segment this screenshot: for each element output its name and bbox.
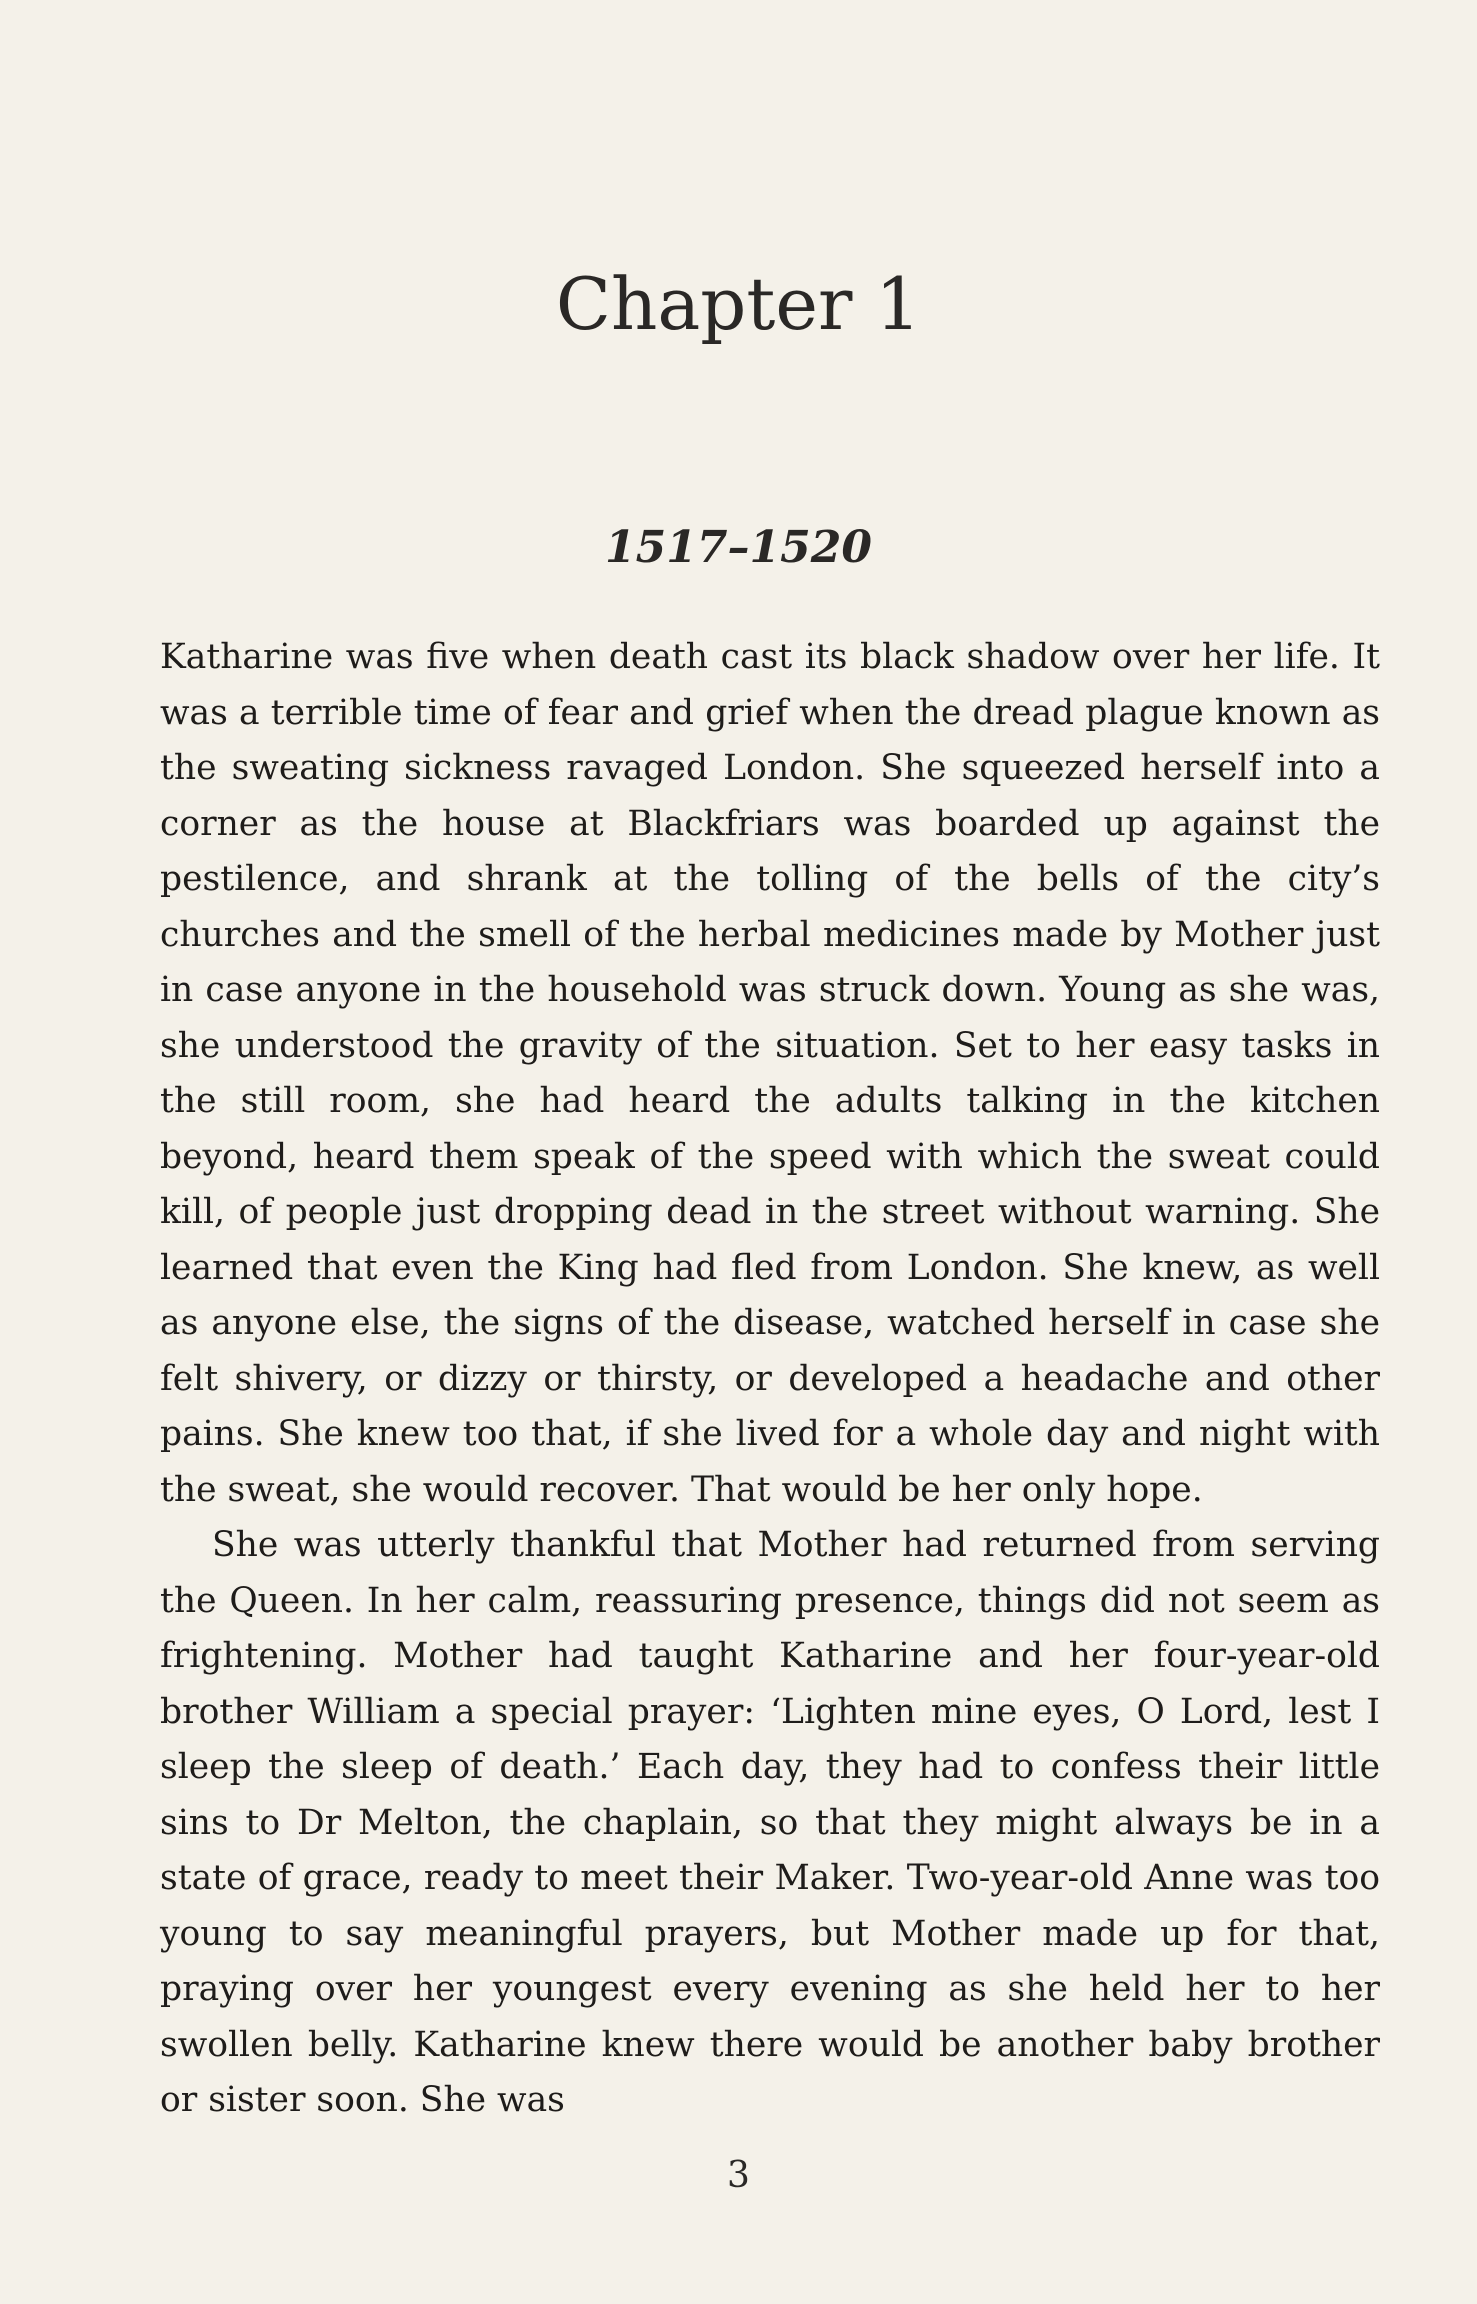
body-text [160, 630, 1380, 2129]
page-number: 3 [727, 2155, 750, 2196]
paragraph-2: She was utterly thankful that Mother had returned from serving the Queen. In her calm, reassuring presence, things did not seem as frightening. Mother had taught Katharine and her four-year-old brother William a special prayer: ‘Lighten mine eyes, O Lord, lest I sleep the sleep of death.’ Each day, they had to confess their little sins to Dr Melton, the chaplain, so that they might always be in a state of grace, ready to meet their Maker. Two-year-old Anne was too young to say meaningful prayers, but Mother made up for that, praying over her youngest every evening as she held her to her swollen belly. Katharine knew there would be another baby brother or sister soon. She was [160, 1525, 1380, 2120]
chapter-date-range: 1517–1520 [605, 522, 872, 573]
chapter-title: Chapter 1 [555, 262, 922, 346]
paragraph-1: Katharine was five when death cast its black shadow over her life. It was a terrible time of fear and grief when the dread plague known as the sweating sickness ravaged London. She squeezed herself into a corner as the house at Blackfriars was boarded up against the pestilence, and shrank at the tolling of the bells of the city’s churches and the smell of the herbal medicines made by Mother just in case anyone in the household was struck down. Young as she was, she understood the gravity of the situation. Set to her easy tasks in the still room, she had heard the adults talking in the kitchen beyond, heard them speak of the speed with which the sweat could kill, of people just dropping dead in the street without warning. She learned that even the King had fled from London. She knew, as well as anyone else, the signs of the disease, watched herself in case she felt shivery, or dizzy or thirsty, or developed a headache and other pains. She knew too that, if she lived for a whole day and night with the sweat, she would recover. That would be her only hope. [160, 637, 1380, 1510]
